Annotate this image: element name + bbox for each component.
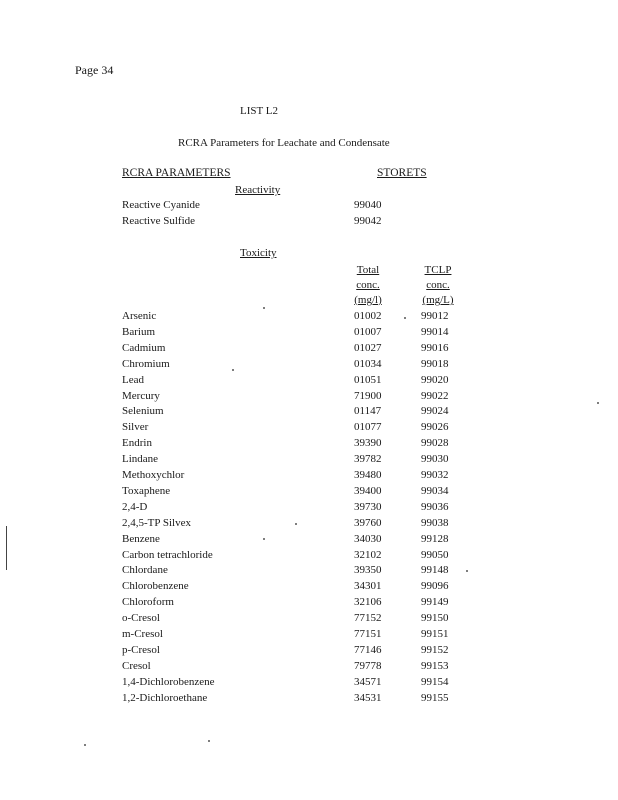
table-row bbox=[0, 692, 618, 708]
header-line: conc. bbox=[426, 279, 450, 291]
table-row bbox=[0, 199, 618, 215]
table-row bbox=[0, 358, 618, 374]
table-row bbox=[0, 517, 618, 533]
table-row bbox=[0, 342, 618, 358]
parameter-name: m-Cresol bbox=[122, 628, 163, 640]
parameter-name: 2,4,5-TP Silvex bbox=[122, 516, 191, 529]
total-conc-storet: 39730 bbox=[354, 500, 382, 513]
table-row bbox=[0, 533, 618, 549]
table-row bbox=[0, 390, 618, 406]
parameter-name: 2,4-D bbox=[122, 500, 148, 513]
tclp-conc-storet: 99151 bbox=[421, 628, 449, 640]
parameter-name: Benzene bbox=[122, 532, 160, 545]
scan-speck bbox=[84, 744, 86, 746]
total-conc-storet: 01002 bbox=[354, 310, 382, 322]
parameter-name: Endrin bbox=[122, 437, 152, 450]
scan-speck bbox=[263, 307, 265, 309]
parameter-name: Chloroform bbox=[122, 596, 174, 609]
parameter-name: Reactive Cyanide bbox=[122, 199, 200, 211]
total-conc-storet: 32106 bbox=[354, 596, 382, 609]
tclp-conc-storet: 99012 bbox=[421, 310, 449, 322]
table-row bbox=[0, 421, 618, 437]
table-row bbox=[0, 485, 618, 501]
parameter-name: Carbon tetrachloride bbox=[122, 548, 213, 561]
scan-speck bbox=[466, 570, 468, 572]
total-conc-storet: 77152 bbox=[354, 612, 382, 625]
tclp-conc-storet: 99034 bbox=[421, 484, 449, 497]
total-conc-storet: 39782 bbox=[354, 453, 382, 466]
document-subtitle: RCRA Parameters for Leachate and Condensate bbox=[178, 137, 390, 149]
total-conc-storet: 39390 bbox=[354, 437, 382, 450]
tclp-conc-storet: 99154 bbox=[421, 675, 449, 688]
table-row bbox=[0, 326, 618, 342]
table-row bbox=[0, 564, 618, 580]
scan-speck bbox=[208, 740, 210, 742]
parameter-name: 1,4-Dichlorobenzene bbox=[122, 675, 215, 688]
total-conc-storet: 77146 bbox=[354, 643, 382, 656]
total-conc-storet: 01034 bbox=[354, 357, 382, 370]
tclp-conc-storet: 99020 bbox=[421, 373, 449, 386]
parameter-name: Chlorobenzene bbox=[122, 580, 189, 593]
parameter-name: Lindane bbox=[122, 453, 159, 466]
tclp-conc-storet: 99014 bbox=[421, 325, 449, 338]
table-row bbox=[0, 580, 618, 596]
parameter-name: Toxaphene bbox=[122, 484, 171, 497]
total-conc-storet: 34301 bbox=[354, 580, 382, 593]
list-title: LIST L2 bbox=[240, 105, 278, 117]
table-row bbox=[0, 374, 618, 390]
table-row bbox=[0, 501, 618, 517]
tclp-conc-storet: 99096 bbox=[421, 580, 449, 593]
total-conc-storet: 34571 bbox=[354, 675, 382, 688]
parameter-name: 1,2-Dichloroethane bbox=[122, 691, 208, 704]
tclp-conc-storet: 99032 bbox=[421, 469, 449, 481]
parameter-name: Chlordane bbox=[122, 564, 168, 577]
table-row bbox=[0, 628, 618, 644]
header-line: TCLP bbox=[424, 264, 452, 276]
tclp-conc-storet: 99050 bbox=[421, 548, 449, 561]
table-row bbox=[0, 596, 618, 612]
total-conc-storet: 39400 bbox=[354, 484, 382, 497]
tclp-conc-storet: 99038 bbox=[421, 516, 449, 529]
table-row bbox=[0, 660, 618, 676]
parameters-column-header: RCRA PARAMETERS bbox=[122, 167, 231, 179]
parameter-name: Cresol bbox=[122, 659, 151, 672]
parameter-name: Chromium bbox=[122, 357, 170, 370]
total-conc-storet: 01007 bbox=[354, 325, 382, 338]
tclp-conc-storet: 99148 bbox=[421, 564, 449, 577]
table-row bbox=[0, 310, 618, 326]
tclp-conc-storet: 99152 bbox=[421, 643, 449, 656]
storets-column-header: STORETS bbox=[377, 167, 427, 179]
tclp-conc-storet: 99022 bbox=[421, 389, 449, 402]
parameter-name: Lead bbox=[122, 373, 144, 386]
total-conc-storet: 01027 bbox=[354, 341, 382, 354]
tclp-conc-storet: 99018 bbox=[421, 357, 449, 370]
tclp-conc-storet: 99128 bbox=[421, 532, 449, 545]
parameter-name: Reactive Sulfide bbox=[122, 215, 196, 227]
total-conc-storet: 34531 bbox=[354, 691, 382, 704]
header-line: (mg/L) bbox=[422, 294, 454, 306]
header-line: conc. bbox=[356, 279, 380, 291]
tclp-conc-storet: 99149 bbox=[421, 596, 449, 609]
tclp-conc-storet: 99153 bbox=[421, 659, 449, 672]
scan-speck bbox=[295, 523, 297, 525]
table-row bbox=[0, 405, 618, 421]
scan-edge-mark bbox=[6, 526, 7, 570]
tclp-conc-storet: 99036 bbox=[421, 500, 449, 513]
table-row bbox=[0, 549, 618, 565]
total-conc-header bbox=[343, 263, 393, 308]
total-conc-storet: 71900 bbox=[354, 389, 382, 402]
total-conc-storet: 39760 bbox=[354, 516, 382, 529]
reactivity-section-heading: Reactivity bbox=[235, 184, 281, 196]
total-conc-storet: 79778 bbox=[354, 659, 382, 672]
tclp-conc-storet: 99026 bbox=[421, 421, 449, 434]
table-row bbox=[0, 612, 618, 628]
storet-code: 99042 bbox=[354, 215, 382, 227]
total-conc-storet: 01051 bbox=[354, 373, 382, 386]
page-number: Page 34 bbox=[75, 63, 114, 77]
header-line: (mg/l) bbox=[354, 294, 382, 306]
table-row bbox=[0, 453, 618, 469]
scan-speck bbox=[232, 369, 234, 371]
total-conc-storet: 01077 bbox=[354, 421, 382, 434]
header-line: Total bbox=[356, 264, 380, 276]
parameter-name: Arsenic bbox=[122, 310, 157, 322]
total-conc-storet: 32102 bbox=[354, 548, 382, 561]
total-conc-storet: 39350 bbox=[354, 564, 382, 577]
parameter-name: p-Cresol bbox=[122, 643, 160, 656]
toxicity-section-heading: Toxicity bbox=[240, 247, 277, 259]
table-row bbox=[0, 469, 618, 485]
total-conc-storet: 34030 bbox=[354, 532, 382, 545]
table-row bbox=[0, 437, 618, 453]
parameter-name: Methoxychlor bbox=[122, 469, 185, 481]
parameter-name: Silver bbox=[122, 421, 149, 434]
scan-speck bbox=[597, 402, 599, 404]
total-conc-storet: 39480 bbox=[354, 469, 382, 481]
parameter-name: Selenium bbox=[122, 405, 164, 418]
tclp-conc-storet: 99150 bbox=[421, 612, 449, 625]
tclp-conc-header bbox=[410, 263, 466, 308]
tclp-conc-storet: 99028 bbox=[421, 437, 449, 450]
table-row bbox=[0, 644, 618, 660]
storet-code: 99040 bbox=[354, 199, 382, 211]
total-conc-storet: 77151 bbox=[354, 628, 382, 640]
total-conc-storet: 01147 bbox=[354, 405, 382, 418]
parameter-name: Barium bbox=[122, 325, 155, 338]
parameter-name: o-Cresol bbox=[122, 612, 160, 625]
table-row bbox=[0, 215, 618, 231]
table-row bbox=[0, 676, 618, 692]
parameter-name: Mercury bbox=[122, 389, 160, 402]
scan-speck bbox=[263, 538, 265, 540]
tclp-conc-storet: 99155 bbox=[421, 691, 449, 704]
parameter-name: Cadmium bbox=[122, 341, 166, 354]
scan-speck bbox=[404, 317, 406, 319]
tclp-conc-storet: 99030 bbox=[421, 453, 449, 466]
tclp-conc-storet: 99024 bbox=[421, 405, 449, 418]
tclp-conc-storet: 99016 bbox=[421, 341, 449, 354]
